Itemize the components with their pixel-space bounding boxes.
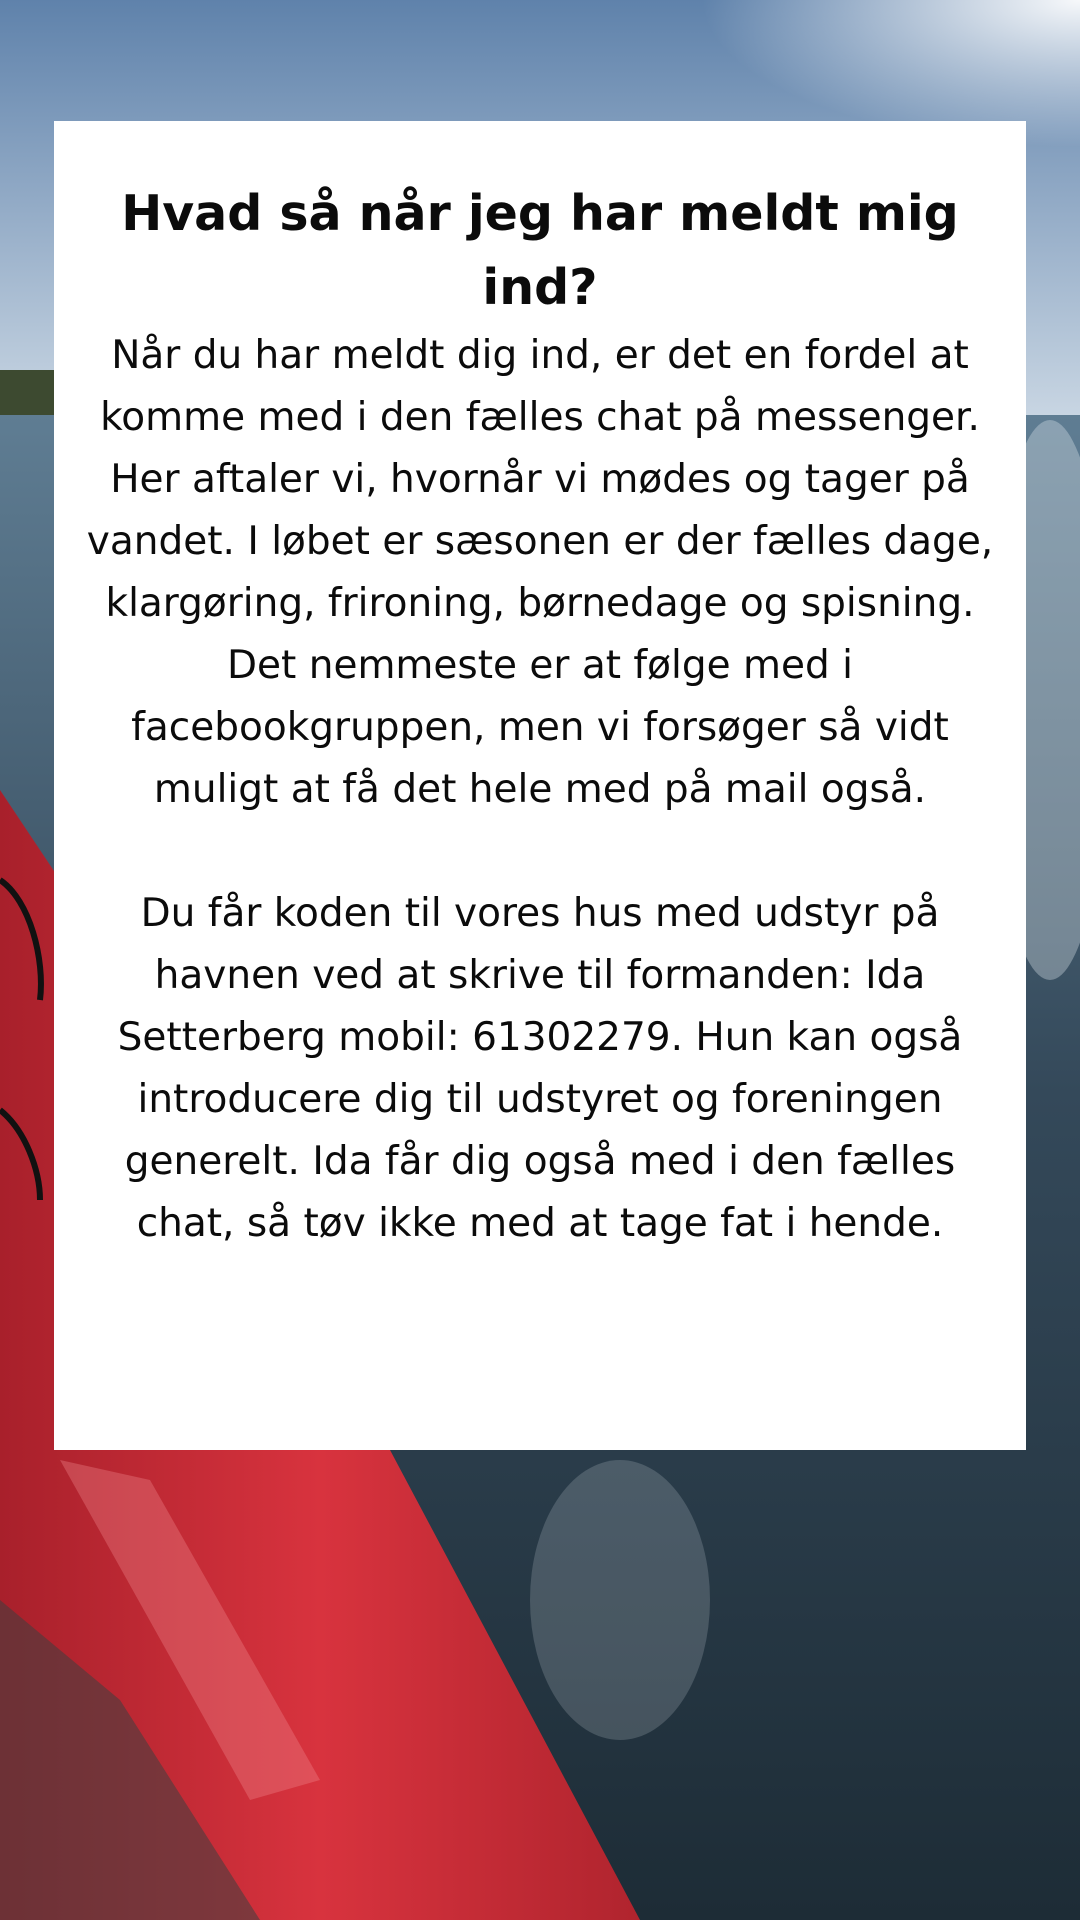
water-sparkle [530, 1460, 710, 1740]
membership-info-paragraph: Når du har meldt dig ind, er det en fordel at komme med i den fælles chat på messenger. Her aftaler vi, hvornår vi mødes og tager på vandet. I løbet er sæsonen er der fælles dage, klargøring, frironing, børnedage og spisning. Det nemmeste er at følge med i facebookgruppen, men vi forsøger så vidt muligt at få det hele med på mail også. [86, 333, 994, 812]
contact-info-paragraph: Du får koden til vores hus med udstyr på havnen ved at skrive til formanden: Ida Setterberg mobil: 61302279. Hun kan også introducere dig til udstyret og foreningen generelt. Ida får dig også med i den fælles chat, så tøv ikke med at tage fat i hende. [117, 891, 963, 1246]
card-title: Hvad så når jeg har meldt mig ind? [121, 185, 959, 316]
left-shoreline [0, 370, 60, 420]
info-card [54, 121, 1026, 1450]
